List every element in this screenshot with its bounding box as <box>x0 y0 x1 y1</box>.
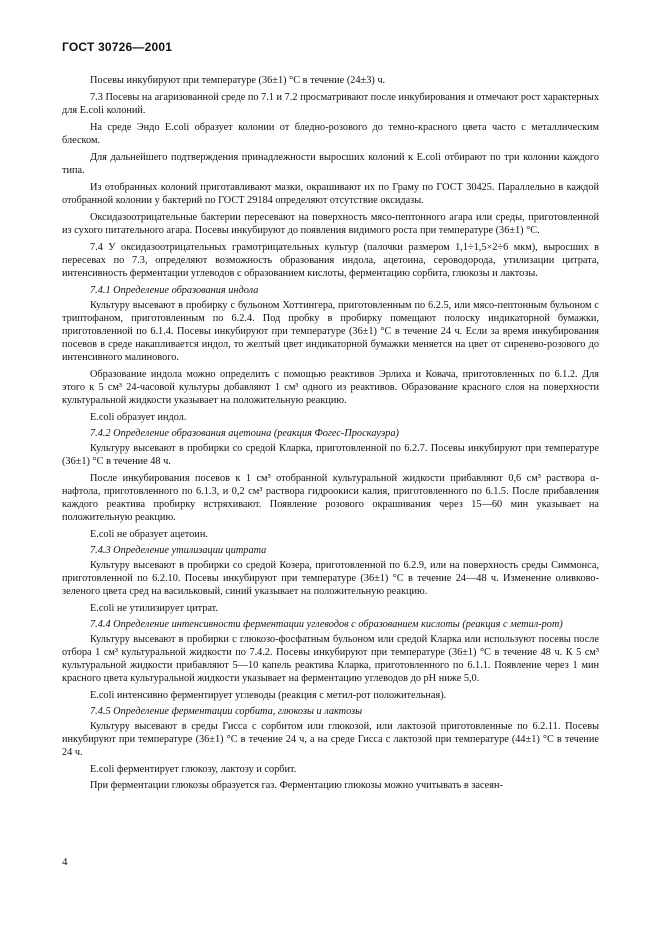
paragraph: 7.3 Посевы на агаризованной среде по 7.1 и 7.2 просматривают после инкубирования и отмечают рост характерных для E.coli колоний. <box>62 92 599 116</box>
section-heading-7-4-1: 7.4.1 Определение образования индола <box>90 285 259 296</box>
paragraph: 7.4 У оксидазоотрицательных грамотрицательных культур (палочки размером 1,1÷1,5×2÷6 мкм), выросших в пересевах по 7.3, определяют возможность образования индола, ацетоина, сероводорода, утилизации цитрата, интенсивность ферментации углеводов с образованием кислоты, ферментацию сорбита, глюкозы и лактозы. <box>62 242 599 279</box>
paragraph: Культуру высевают в пробирки со средой Козера, приготовленной по 6.2.9, или на поверхность среды Симмонса, приготовленной по 6.2.10. Посевы инкубируют при температуре (36±1) °С в течение 24—48 ч. Изменение оливково-зеленого цвета сред на васильковый, синий указывает на положительную реакцию. <box>62 560 599 597</box>
paragraph: E.coli интенсивно ферментирует углеводы (реакция с метил-рот положительная). <box>90 690 447 701</box>
paragraph: После инкубирования посевов к 1 см³ отобранной культуральной жидкости прибавляют 0,6 см³ раствора α-нафтола, приготовленного по 6.1.3, и 0,2 см³ раствора гидроокиси калия, приготовленного по 6.1.5. После прибавления каждого реактива пробирку встряхивают. Появление розового окрашивания через 15—60 мин указывает на положительную реакцию. <box>62 473 599 523</box>
document-page <box>62 40 599 796</box>
paragraph: E.coli не утилизирует цитрат. <box>90 603 218 614</box>
section-heading-7-4-4: 7.4.4 Определение интенсивности ферментации углеводов с образованием кислоты (реакция с метил-рот) <box>90 619 563 630</box>
paragraph: На среде Эндо E.coli образует колонии от бледно-розового до темно-красного цвета часто с металлическим блеском. <box>62 122 599 146</box>
paragraph: E.coli не образует ацетоин. <box>90 529 208 540</box>
paragraph: Из отобранных колоний приготавливают мазки, окрашивают их по Граму по ГОСТ 30425. Параллельно в каждой отобранной колонии у бактерий по ГОСТ 29184 определяют отсутствие оксидазы. <box>62 182 599 206</box>
paragraph: Культуру высевают в пробирки с глюкозо-фосфатным бульоном или средой Кларка или используют посевы после отбора 1 см³ культуральной жидкости по 7.4.2. Посевы инкубируют при температуре (36±1) °С в течение 48 ч. К 5 см³ культуральной жидкости прибавляют 5—10 капель реактива Кларка, приготовленного по 6.1.1. Появление через 1 мин красного цвета культуральной жидкости указывает на ферментацию углеводов до pH ниже 5,0. <box>62 634 599 684</box>
paragraph: E.coli образует индол. <box>90 412 187 423</box>
paragraph: Образование индола можно определить с помощью реактивов Эрлиха и Ковача, приготовленных по 6.1.2. Для этого к 5 см³ 24-часовой культуры добавляют 1 см³ одного из реактивов. Образование красного слоя на поверхности культуральной жидкости указывает на положительную реакцию. <box>62 369 599 406</box>
paragraph: Оксидазоотрицательные бактерии пересевают на поверхность мясо-пептонного агара или среды, приготовленной из сухого питательного агара. Посевы инкубируют до появления видимого роста при температуре (36±1) °С. <box>62 212 599 236</box>
paragraph: Культуру высевают в пробирки со средой Кларка, приготовленной по 6.2.7. Посевы инкубируют при температуре (36±1) °С в течение 48 ч. <box>62 443 599 467</box>
page-number: 4 <box>62 856 68 868</box>
section-heading-7-4-5: 7.4.5 Определение ферментации сорбита, глюкозы и лактозы <box>90 706 363 717</box>
section-heading-7-4-3: 7.4.3 Определение утилизации цитрата <box>90 545 267 556</box>
document-body <box>62 74 599 792</box>
paragraph: Культуру высевают в среды Гисса с сорбитом или глюкозой, или лактозой приготовленные по 6.2.11. Посевы инкубируют при температуре (36±1) °С в течение 24 ч, а на среде Гисса с лактозой при температуре (44±1) °С в течение 24 ч. <box>62 721 599 758</box>
paragraph: При ферментации глюкозы образуется газ. Ферментацию глюкозы можно учитывать в засеян- <box>90 780 503 791</box>
section-heading-7-4-2: 7.4.2 Определение образования ацетоина (реакция Фогес-Проскауэра) <box>90 428 399 439</box>
paragraph: Культуру высевают в пробирку с бульоном Хоттингера, приготовленным по 6.2.5, или мясо-пептонным бульоном с триптофаном, приготовленным по 6.2.4. Под пробку в пробирку помещают полоску индикаторной бумажки, приготовленной по 6.1.4. Посевы инкубируют при температуре (36±1) °С в течение 24 ч. Если за время инкубирования посевов в среде накапливается индол, то желтый цвет индикаторной бумажки меняется на цвет от сиренево-розового до интенсивного малинового. <box>62 300 599 363</box>
paragraph: Для дальнейшего подтверждения принадлежности выросших колоний к E.coli отбирают по три колонии каждого типа. <box>62 152 599 176</box>
paragraph: E.coli ферментирует глюкозу, лактозу и сорбит. <box>90 764 297 775</box>
paragraph: Посевы инкубируют при температуре (36±1) °С в течение (24±3) ч. <box>90 75 386 86</box>
page-header: ГОСТ 30726—2001 <box>62 40 173 54</box>
